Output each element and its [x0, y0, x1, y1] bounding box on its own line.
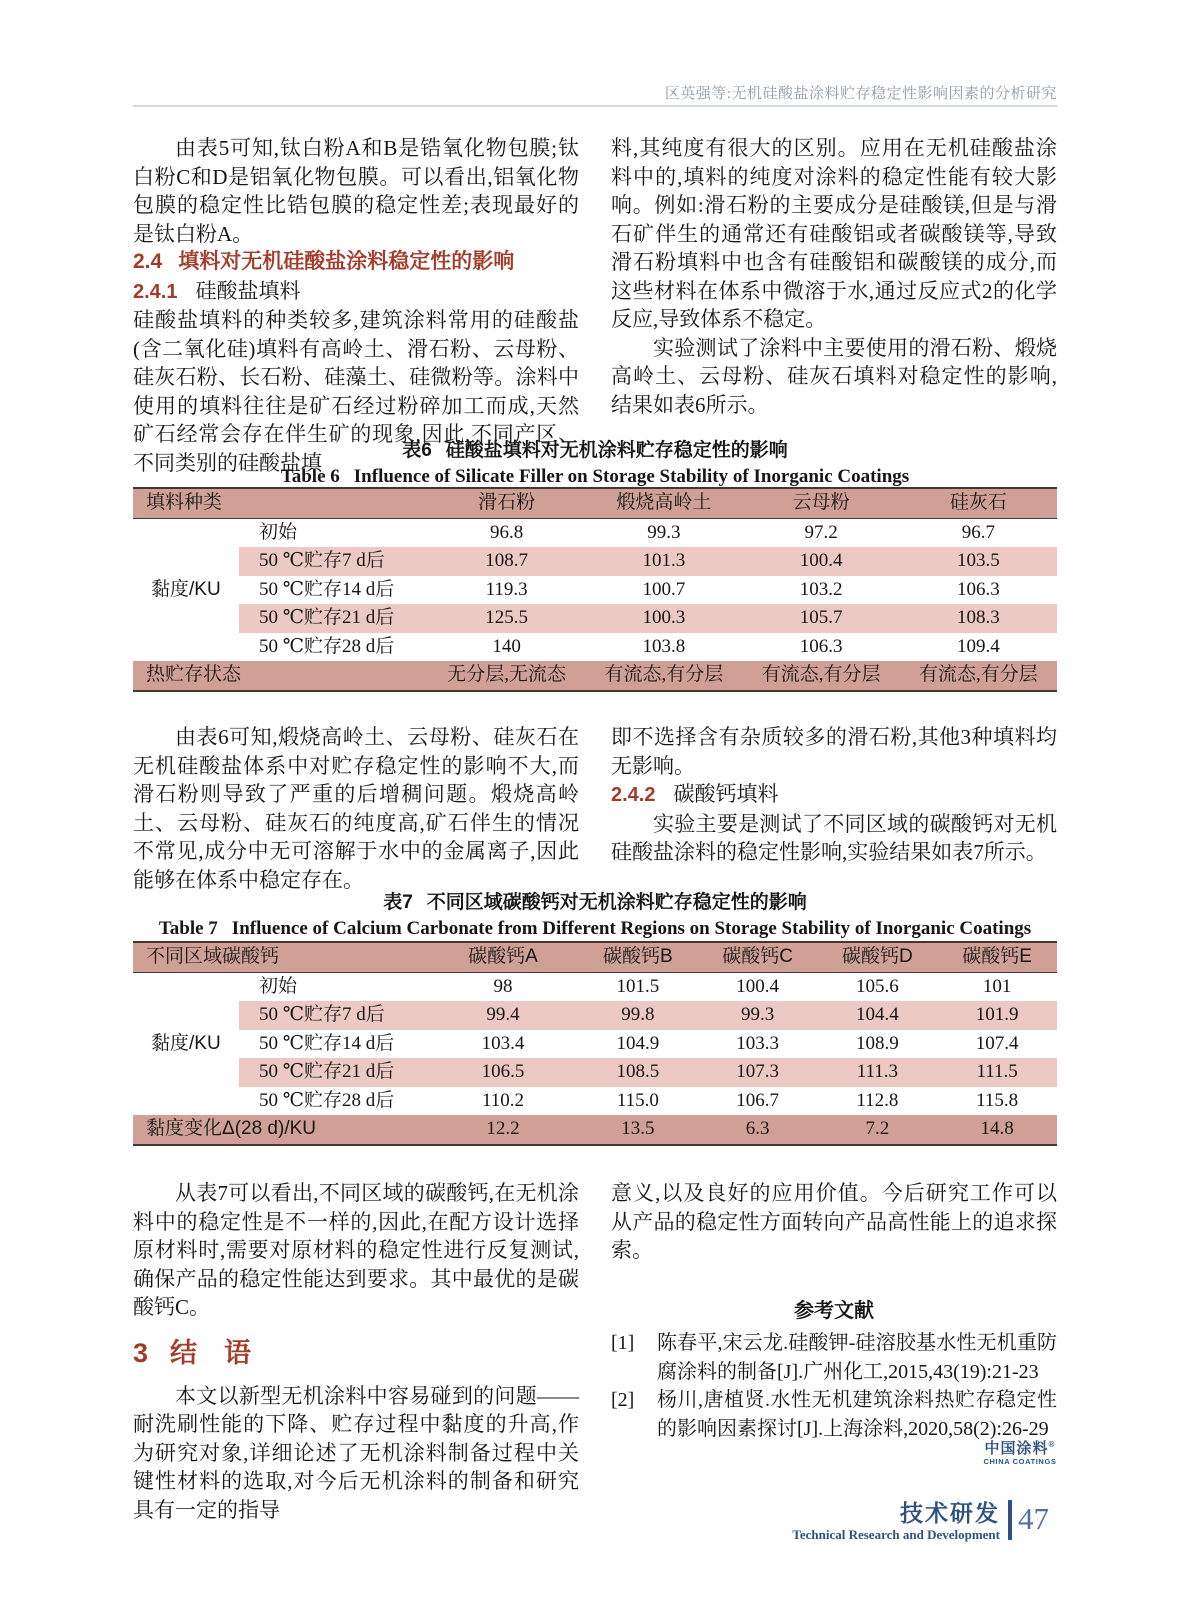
- value-cell: 119.3: [485, 578, 528, 600]
- row-label: 50 ℃贮存28 d后: [259, 635, 395, 657]
- value-cell: 99.4: [428, 1001, 578, 1030]
- value-cell: 101.5: [616, 975, 660, 997]
- value-cell: 103.5: [900, 547, 1057, 576]
- caption-text: Influence of Calcium Carbonate from Different Regions on Storage Stability of Inorganic Coatings: [231, 918, 1032, 939]
- header-cell: 硅灰石: [949, 492, 1007, 513]
- row-label: 50 ℃贮存7 d后: [239, 1001, 428, 1030]
- value-cell: 104.4: [818, 1001, 938, 1030]
- paragraph: 料,其纯度有很大的区别。应用在无机硅酸盐涂料中的,填料的纯度对涂料的稳定性能有较大影响。例如:滑石粉的主要成分是硅酸镁,但是与滑石矿伴生的通常还有硅酸铝或者碳酸镁等,导致滑石粉填料中也含有硅酸铝和碳酸镁的成分,而这些材料在体系中微溶于水,通过反应式2的化学反应,导致体系不稳定。: [611, 136, 1057, 331]
- value-cell: 14.8: [980, 1118, 1014, 1139]
- row-label: 50 ℃贮存14 d后: [259, 1032, 395, 1054]
- value-cell: 104.9: [616, 1032, 660, 1054]
- reference-item: [611, 1386, 1057, 1443]
- header-cell: 碳酸钙A: [468, 946, 538, 967]
- header-divider: [133, 105, 1057, 107]
- header-cell: 煅烧高岭土: [616, 492, 712, 513]
- group-cell: [133, 633, 239, 662]
- table6-header-row: [133, 489, 1057, 519]
- table-row: [133, 1087, 1057, 1116]
- group-cell: [133, 604, 239, 633]
- header-cell: 云母粉: [792, 492, 850, 513]
- value-cell: 98: [493, 975, 513, 997]
- column-right-middle: [611, 723, 1057, 867]
- value-cell: 100.4: [743, 547, 900, 576]
- caption-text: 不同区域碳酸钙对无机涂料贮存稳定性的影响: [426, 892, 807, 913]
- footer-section-en: Technical Research and Development: [792, 1527, 1000, 1542]
- table7-footer-row: [133, 1115, 1057, 1144]
- table6-footer-row: [133, 661, 1057, 690]
- table7-header-row: [133, 943, 1057, 973]
- value-cell: 有流态,有分层: [604, 664, 724, 685]
- column-left-middle: [133, 723, 579, 894]
- table-row: [133, 604, 1057, 633]
- row-label: 50 ℃贮存14 d后: [259, 578, 395, 600]
- section-number: 2.4.1: [133, 280, 178, 303]
- value-cell: 111.3: [818, 1058, 938, 1087]
- value-cell: 125.5: [428, 604, 585, 633]
- value-cell: 7.2: [865, 1118, 890, 1139]
- table-row: [133, 1001, 1057, 1030]
- group-cell: [133, 1001, 239, 1030]
- section-heading-2-4: [133, 248, 579, 277]
- value-cell: 99.8: [578, 1001, 698, 1030]
- group-cell: [133, 547, 239, 576]
- section-heading-2-4-1: [133, 277, 579, 307]
- section-heading-2-4-2: [611, 780, 1057, 810]
- value-cell: 101: [982, 975, 1012, 997]
- row-label: 黏度变化Δ(28 d)/KU: [146, 1118, 316, 1139]
- value-cell: 105.7: [743, 604, 900, 633]
- footer-section-labels: [792, 1500, 1000, 1542]
- header-cell: 碳酸钙B: [603, 946, 673, 967]
- reference-item: [611, 1329, 1057, 1386]
- value-cell: 99.3: [698, 1001, 818, 1030]
- value-cell: 106.7: [736, 1089, 779, 1111]
- table-number: Table 7: [158, 918, 218, 939]
- paragraph: 意义,以及良好的应用价值。今后研究工作可以从产品的稳定性方面转向产品高性能上的追求探索。: [611, 1181, 1057, 1262]
- header-cell: 不同区域碳酸钙: [146, 946, 280, 967]
- row-label: 初始: [259, 975, 298, 997]
- row-label: 50 ℃贮存21 d后: [239, 1058, 428, 1087]
- row-label: 初始: [259, 521, 298, 543]
- footer-divider-bar: [1008, 1500, 1012, 1540]
- reference-text: 陈春平,宋云龙.硅酸钾-硅溶胶基水性无机重防腐涂料的制备[J].广州化工,2015,43(19):21-23: [657, 1332, 1057, 1383]
- section-number: 3: [133, 1337, 149, 1368]
- section-title: 硅酸盐填料: [195, 278, 301, 303]
- table6-caption-zh: [133, 438, 1057, 464]
- table-number: Table 6: [280, 466, 340, 487]
- table-row: [133, 1030, 1057, 1059]
- value-cell: 12.2: [486, 1118, 520, 1139]
- table-row: [133, 633, 1057, 662]
- header-cell: 填料种类: [146, 492, 223, 513]
- column-right-top: [611, 134, 1057, 419]
- section-number: 2.4: [133, 250, 163, 273]
- paragraph: 实验测试了涂料中主要使用的滑石粉、煅烧高岭土、云母粉、硅灰石填料对稳定性的影响,结果如表6所示。: [611, 335, 1057, 417]
- table7-caption-en: [133, 916, 1057, 942]
- table-row: [133, 973, 1057, 1002]
- value-cell: 111.5: [937, 1058, 1057, 1087]
- registered-mark: ®: [1048, 1440, 1056, 1449]
- value-cell: 106.5: [428, 1058, 578, 1087]
- paragraph: 本文以新型无机涂料中容易碰到的问题——耐洗刷性能的下降、贮存过程中黏度的升高,作为研究对象,详细论述了无机涂料制备过程中关键性材料的选取,对今后无机涂料的制备和研究具有一定的指导: [133, 1383, 579, 1522]
- brand-name-zh: [982, 1437, 1058, 1457]
- value-cell: 97.2: [804, 521, 838, 543]
- reference-text: 杨川,唐植贤.水性无机建筑涂料热贮存稳定性的影响因素探讨[J].上海涂料,2020,58(2):26-29: [657, 1389, 1057, 1440]
- value-cell: 96.7: [961, 521, 995, 543]
- value-cell: 112.8: [856, 1089, 899, 1111]
- reference-number: [1]: [611, 1332, 635, 1354]
- value-cell: 105.6: [856, 975, 899, 997]
- value-cell: 108.7: [428, 547, 585, 576]
- group-cell: [133, 1087, 239, 1116]
- caption-text: Influence of Silicate Filler on Storage Stability of Inorganic Coatings: [353, 466, 910, 487]
- value-cell: 有流态,有分层: [918, 664, 1038, 685]
- header-cell: 碳酸钙D: [842, 946, 913, 967]
- value-cell: 100.7: [642, 578, 686, 600]
- value-cell: 115.8: [976, 1089, 1019, 1111]
- table7: [133, 941, 1057, 1146]
- value-cell: 108.5: [578, 1058, 698, 1087]
- table-row: [133, 547, 1057, 576]
- row-label: 50 ℃贮存21 d后: [239, 604, 428, 633]
- section-title: 填料对无机硅酸盐涂料稳定性的影响: [178, 250, 515, 273]
- paragraph: 硅酸盐填料的种类较多,建筑涂料常用的硅酸盐(含二氧化硅)填料有高岭土、滑石粉、云母粉、硅灰石粉、长石粉、硅藻土、硅微粉等。涂料中使用的填料往往是矿石经过粉碎加工而成,天然矿石经常会存在伴生矿的现象,因此,不同产区、不同类别的硅酸盐填: [133, 308, 579, 475]
- row-label: 热贮存状态: [146, 664, 242, 685]
- group-cell: [133, 973, 239, 1002]
- value-cell: 100.3: [585, 604, 742, 633]
- footer-section-badge: [792, 1500, 1049, 1542]
- table-row: [133, 576, 1057, 605]
- value-cell: 107.3: [698, 1058, 818, 1087]
- table-number: 表6: [402, 440, 432, 461]
- table7-caption-zh: [133, 890, 1057, 916]
- value-cell: 106.3: [799, 635, 843, 657]
- paragraph: 实验主要是测试了不同区域的碳酸钙对无机硅酸盐涂料的稳定性影响,实验结果如表7所示。: [611, 811, 1057, 864]
- value-cell: 101.3: [585, 547, 742, 576]
- header-cell: 滑石粉: [478, 492, 536, 513]
- table-row: [133, 519, 1057, 548]
- paragraph: 由表6可知,煅烧高岭土、云母粉、硅灰石在无机硅酸盐体系中对贮存稳定性的影响不大,而滑石粉则导致了严重的后增稠问题。煅烧高岭土、云母粉、硅灰石的纯度高,矿石伴生的情况不常见,成分中无可溶解于水中的金属离子,因此能够在体系中稳定存在。: [133, 725, 579, 892]
- section-heading-3: [133, 1336, 579, 1370]
- group-cell: [133, 1058, 239, 1087]
- column-left-bottom: [133, 1179, 579, 1524]
- table6-caption: [133, 438, 1057, 490]
- value-cell: 140: [492, 635, 521, 657]
- page-number: 47: [1018, 1501, 1049, 1536]
- header-cell: 碳酸钙E: [962, 946, 1032, 967]
- section-title: 碳酸钙填料: [673, 782, 779, 806]
- value-cell: 109.4: [957, 635, 1000, 657]
- value-cell: 107.4: [975, 1032, 1019, 1054]
- china-coatings-logo: [982, 1437, 1058, 1466]
- header-cell: 碳酸钙C: [722, 946, 793, 967]
- group-label: 黏度/KU: [151, 578, 221, 600]
- section-title: 结 语: [170, 1337, 252, 1368]
- value-cell: 96.8: [490, 521, 524, 543]
- column-right-bottom: [611, 1179, 1057, 1443]
- value-cell: 6.3: [745, 1118, 770, 1139]
- row-label: 50 ℃贮存28 d后: [259, 1089, 395, 1111]
- section-number: 2.4.2: [611, 784, 656, 806]
- table6: [133, 487, 1057, 692]
- value-cell: 101.9: [937, 1001, 1057, 1030]
- caption-text: 硅酸盐填料对无机涂料贮存稳定性的影响: [445, 440, 788, 461]
- paragraph: 从表7可以看出,不同区域的碳酸钙,在无机涂料中的稳定性是不一样的,因此,在配方设计选择原材料时,需要对原材料的稳定性进行反复测试,确保产品的稳定性能达到要求。其中最优的是碳酸钙C。: [133, 1181, 579, 1319]
- column-left-top: [133, 134, 579, 477]
- value-cell: 115.0: [616, 1089, 659, 1111]
- value-cell: 有流态,有分层: [761, 664, 881, 685]
- value-cell: 103.2: [799, 578, 843, 600]
- references-title: 参考文献: [794, 1299, 874, 1322]
- value-cell: 103.4: [481, 1032, 525, 1054]
- footer-section-zh: 技术研发: [900, 1500, 1000, 1526]
- value-cell: 108.3: [900, 604, 1057, 633]
- value-cell: 108.9: [856, 1032, 899, 1054]
- value-cell: 106.3: [957, 578, 1000, 600]
- value-cell: 100.4: [736, 975, 779, 997]
- table-number: 表7: [383, 892, 413, 913]
- running-head: 区英强等:无机硅酸盐涂料贮存稳定性影响因素的分析研究: [664, 86, 1057, 102]
- value-cell: 110.2: [481, 1089, 525, 1111]
- paragraph: 即不选择含有杂质较多的滑石粉,其他3种填料均无影响。: [611, 725, 1057, 778]
- value-cell: 13.5: [621, 1118, 655, 1139]
- table-row: [133, 1058, 1057, 1087]
- paragraph: 由表5可知,钛白粉A和B是锆氧化物包膜;钛白粉C和D是铝氧化物包膜。可以看出,铝氧化物包膜的稳定性比锆包膜的稳定性差;表现最好的是钛白粉A。: [133, 136, 579, 246]
- value-cell: 99.3: [647, 521, 681, 543]
- value-cell: 103.8: [642, 635, 686, 657]
- value-cell: 无分层,无流态: [447, 664, 566, 685]
- table7-caption: [133, 890, 1057, 942]
- value-cell: 103.3: [736, 1032, 779, 1054]
- reference-number: [2]: [611, 1389, 635, 1411]
- group-cell: [133, 519, 239, 548]
- brand-text: 中国涂料: [984, 1440, 1049, 1457]
- row-label: 50 ℃贮存7 d后: [239, 547, 428, 576]
- group-label: 黏度/KU: [151, 1032, 221, 1054]
- brand-name-en: CHINA COATINGS: [983, 1457, 1057, 1466]
